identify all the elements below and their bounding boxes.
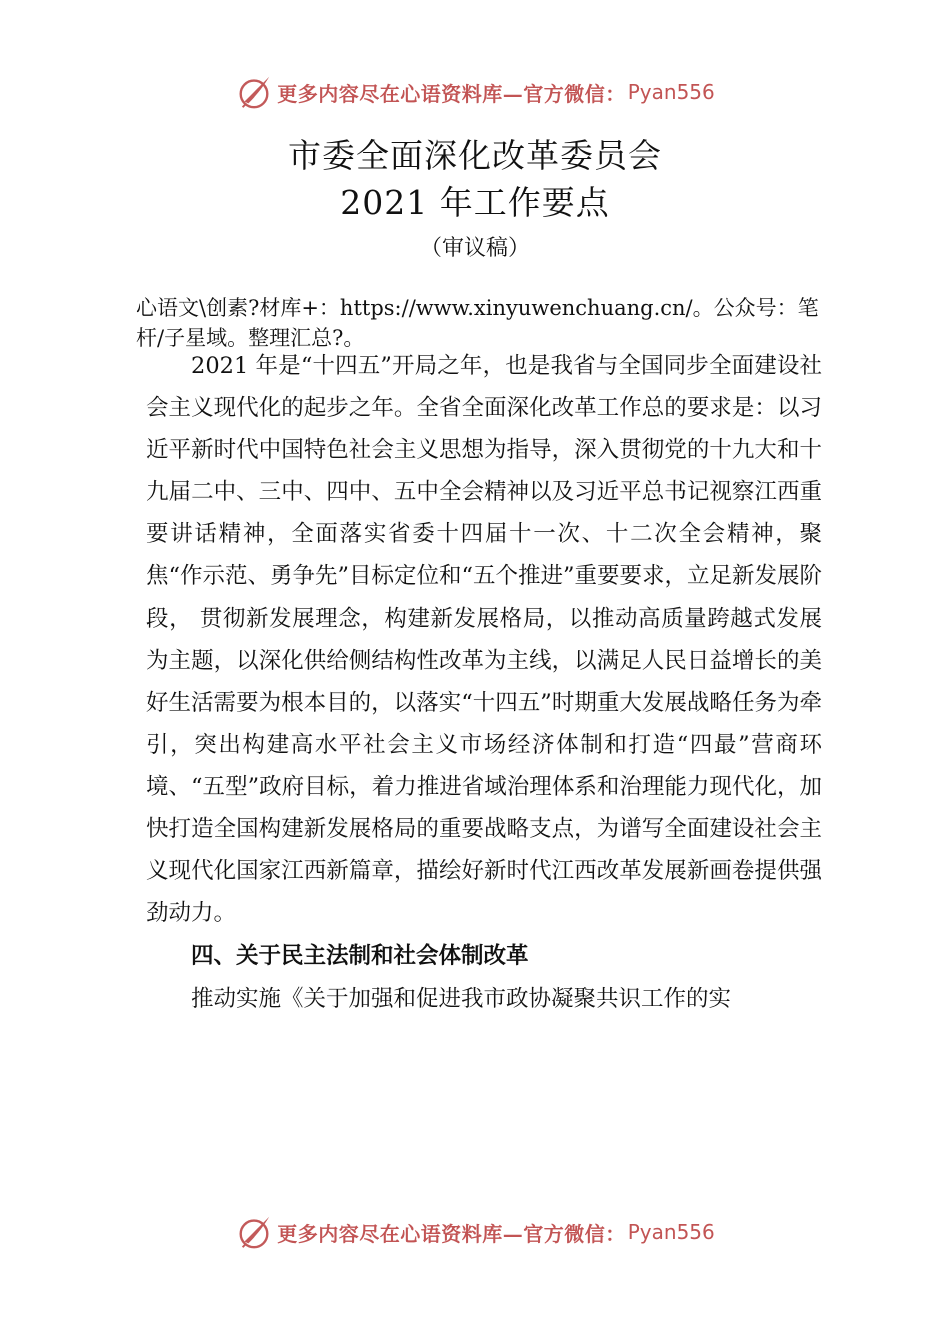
quill-logo-icon <box>235 73 273 111</box>
section-heading: 四、关于民主法制和社会体制改革 <box>191 943 529 970</box>
banner-wechat-id: Pyan556 <box>627 80 715 104</box>
banner-text: 更多内容尽在心语资料库—官方微信： <box>277 81 626 106</box>
doc-title-line2: 2021 年工作要点 <box>340 183 610 222</box>
banner-wechat-id: Pyan556 <box>627 1220 715 1244</box>
banner-text: 更多内容尽在心语资料库—官方微信： <box>277 1221 626 1246</box>
paragraph: 推动实施《关于加强和促进我市政协凝聚共识工作的实 <box>191 986 732 1013</box>
quill-logo-icon <box>235 1213 273 1251</box>
doc-body <box>146 345 822 1020</box>
watermark-banner-bottom <box>0 1212 950 1252</box>
watermark-banner-top <box>0 72 950 112</box>
doc-title-line1: 市委全面深化改革委员会 <box>288 136 662 175</box>
paragraph: 2021 年是“十四五”开局之年，也是我省与全国同步全面建设社会主义现代化的起步之年。全省全面深化改革工作总的要求是：以习近平新时代中国特色社会主义思想为指导，深入贯彻党的十九大和十九届二中、三中、四中、五中全会精神以及习近平总书记视察江西重要讲话精神，全面落实省委十四届十一次、十二次全会精神，聚焦“作示范、勇争先”目标定位和“五个推进”重要要求，立足新发展阶段， 贯彻新发展理念，构建新发展格局，以推动高质量跨越式发展为主题，以深化供给侧结构性改革为主线，以满足人民日益增长的美好生活需要为根本目的，以落实“十四五”时期重大发展战略任务为牵引，突出构建高水平社会主义市场经济体制和打造“四最”营商环境、“五型”政府目标，着力推进省域治理体系和治理能力现代化，加快打造全国构建新发展格局的重要战略支点，为谱写全面建设社会主义现代化国家江西新篇章，描绘好新时代江西改革发展新画卷提供强劲动力。 <box>146 353 823 927</box>
doc-subtitle: （审议稿） <box>419 236 530 261</box>
source-note: 心语文\创素?材库+：https://www.xinyuwenchuang.cn/。公众号：笔杆/子星域。整理汇总?。 <box>136 296 819 350</box>
